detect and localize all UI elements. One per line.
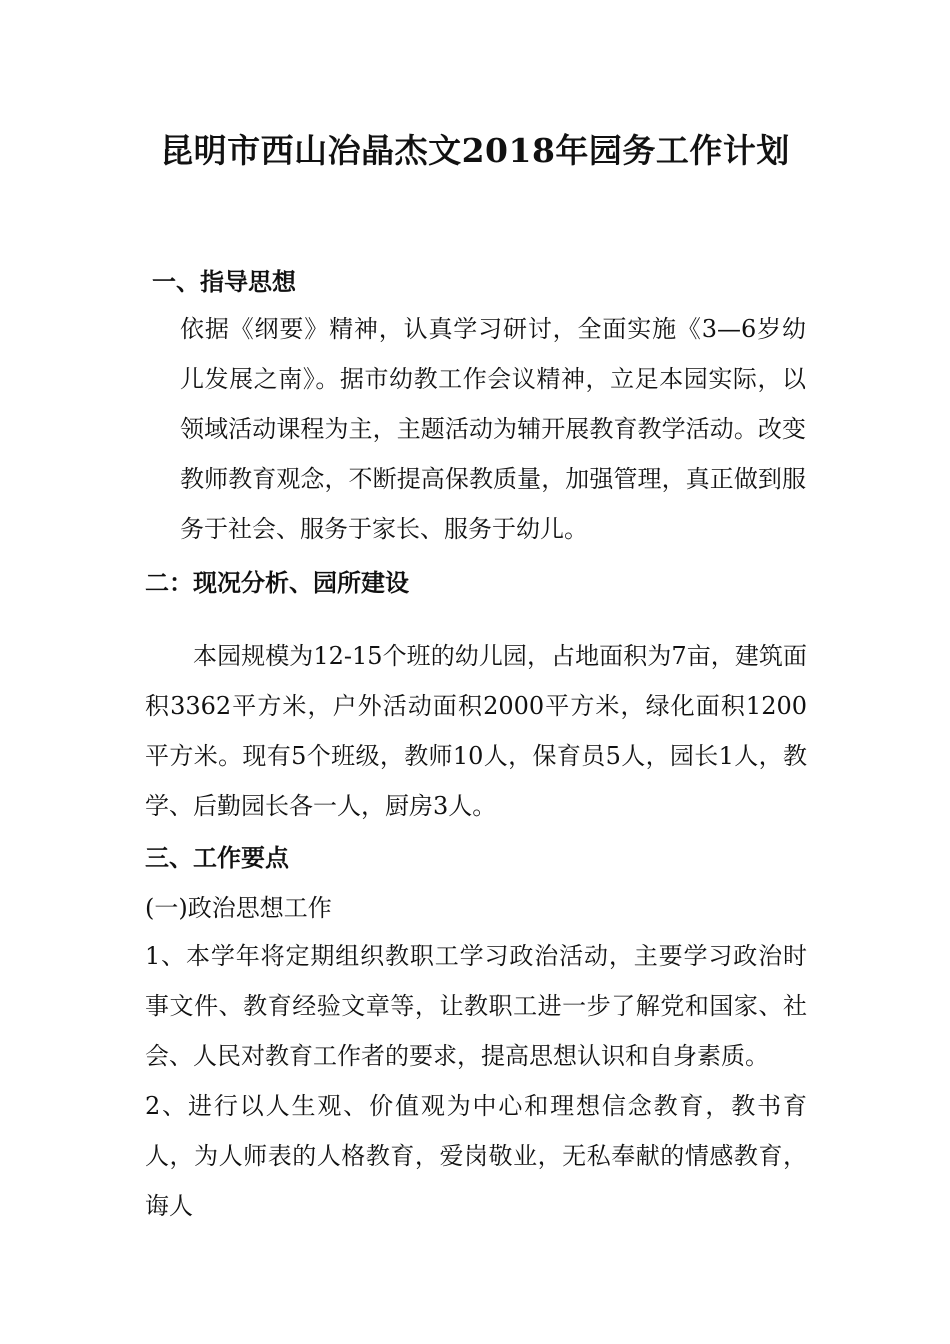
- section-heading-status-analysis: 二：现况分析、园所建设: [145, 568, 409, 597]
- section-heading-guiding-thought: 一、指导思想: [152, 267, 296, 296]
- document-title: 昆明市西山冶晶杰文2018年园务工作计划: [160, 131, 790, 170]
- work-item-1: 1、本学年将定期组织教职工学习政治活动，主要学习政治时事文件、教育经验文章等，让教职工进一步了解党和国家、社会、人民对教育工作者的要求，提高思想认识和自身素质。: [145, 942, 807, 1070]
- guiding-thought-paragraph: 依据《纲要》精神，认真学习研讨，全面实施《3—6岁幼儿发展之南》。据市幼教工作会议精神，立足本园实际，以领域活动课程为主，主题活动为辅开展教育教学活动。改变教师教育观念，不断提高保教质量，加强管理，真正做到服务于社会、服务于家长、服务于幼儿。: [180, 315, 806, 543]
- work-item-2: 2、进行以人生观、价值观为中心和理想信念教育，教书育人，为人师表的人格教育，爱岗敬业，无私奉献的情感教育，诲人: [145, 1092, 807, 1220]
- status-analysis-paragraph: 本园规模为12-15个班的幼儿园，占地面积为7亩，建筑面积3362平方米，户外活动面积2000平方米，绿化面积1200平方米。现有5个班级，教师10人，保育员5人，园长1人，教学、后勤园长各一人，厨房3人。: [145, 642, 807, 820]
- subheading-political-work: (一)政治思想工作: [145, 894, 332, 922]
- section-heading-work-points: 三、工作要点: [145, 843, 289, 872]
